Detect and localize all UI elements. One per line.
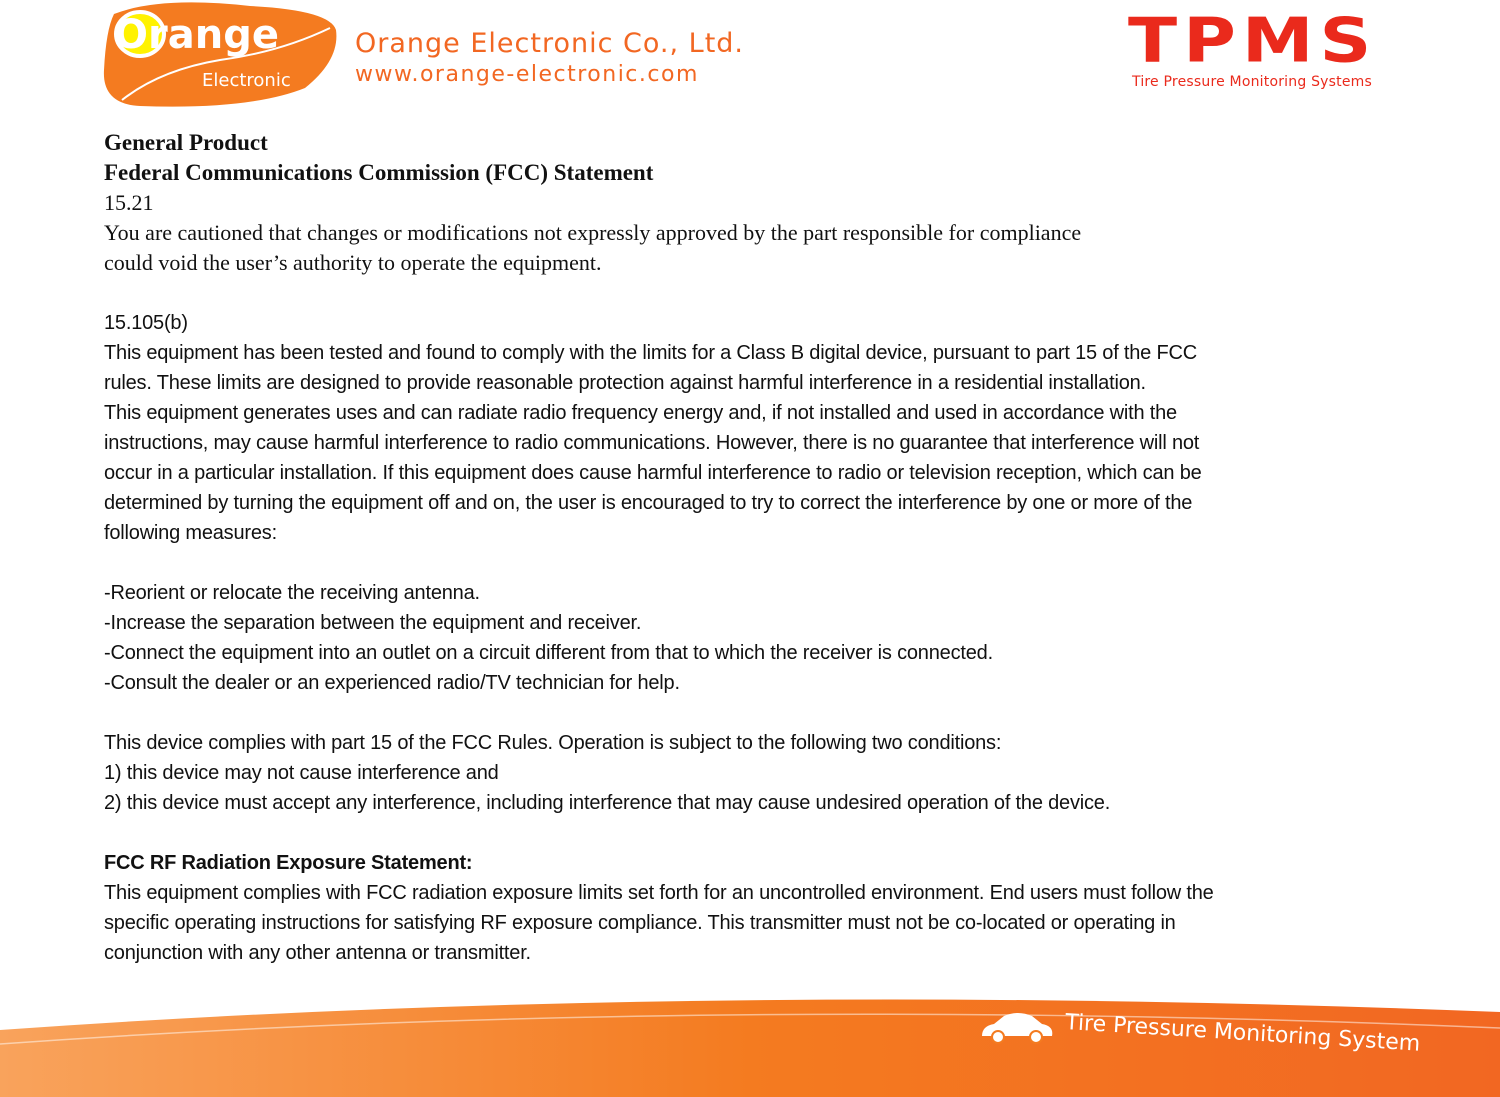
condition-1: 1) this device may not cause interference and [104, 762, 499, 784]
measure-item: -Increase the separation between the equipment and receiver. [104, 612, 642, 634]
paragraph-line: determined by turning the equipment off and on, the user is encouraged to try to correct the interference by one or more of the [104, 492, 1193, 514]
product-heading: General Product [104, 130, 268, 155]
company-info [355, 28, 835, 90]
paragraph-line: This equipment generates uses and can radiate radio frequency energy and, if not installed and used in accordance with the [104, 402, 1177, 424]
rf-exposure-heading: FCC RF Radiation Exposure Statement: [104, 852, 473, 874]
rf-line: This equipment complies with FCC radiation exposure limits set forth for an uncontrolled environment. End users must follow the [104, 882, 1214, 904]
rf-line: specific operating instructions for satisfying RF exposure compliance. This transmitter must not be co-located or operating in [104, 912, 1176, 934]
car-icon [978, 1010, 1056, 1046]
rule-15-105b: 15.105(b) [104, 312, 188, 334]
paragraph-line: following measures: [104, 522, 277, 544]
tpms-title: TPMS [1128, 4, 1378, 77]
paragraph-line: rules. These limits are designed to provide reasonable protection against harmful interference in a residential installation. [104, 372, 1146, 394]
part15-intro: This device complies with part 15 of the FCC Rules. Operation is subject to the following two conditions: [104, 732, 1002, 754]
company-website: www.orange-electronic.com [355, 62, 699, 87]
measure-item: -Connect the equipment into an outlet on a circuit different from that to which the receiver is connected. [104, 642, 993, 664]
measure-item: -Reorient or relocate the receiving antenna. [104, 582, 480, 604]
condition-2: 2) this device must accept any interference, including interference that may cause undesired operation of the device. [104, 792, 1111, 814]
company-name: Orange Electronic Co., Ltd. [355, 28, 745, 59]
footer-banner-text: Tire Pressure Monitoring System [1064, 1010, 1421, 1057]
document-body [104, 128, 1434, 968]
tpms-logo [1128, 4, 1418, 94]
svg-text:Electronic: Electronic [202, 70, 291, 91]
caution-line-1: You are cautioned that changes or modifications not expressly approved by the part responsible for compliance [104, 220, 1082, 245]
measure-item: -Consult the dealer or an experienced radio/TV technician for help. [104, 672, 680, 694]
fcc-statement-heading: Federal Communications Commission (FCC) Statement [104, 160, 654, 185]
tpms-subtitle: Tire Pressure Monitoring Systems [1132, 74, 1372, 90]
svg-text:Orange: Orange [114, 12, 279, 58]
paragraph-line: This equipment has been tested and found to comply with the limits for a Class B digital device, pursuant to part 15 of the FCC [104, 342, 1197, 364]
paragraph-line: instructions, may cause harmful interference to radio communications. However, there is no guarantee that interference will not [104, 432, 1200, 454]
orange-electronic-logo [100, 0, 340, 108]
caution-line-2: could void the user’s authority to operate the equipment. [104, 250, 602, 275]
paragraph-line: occur in a particular installation. If this equipment does cause harmful interference to radio or television reception, which can be [104, 462, 1202, 484]
rf-line: conjunction with any other antenna or transmitter. [104, 942, 531, 964]
rule-15-21: 15.21 [104, 190, 154, 215]
